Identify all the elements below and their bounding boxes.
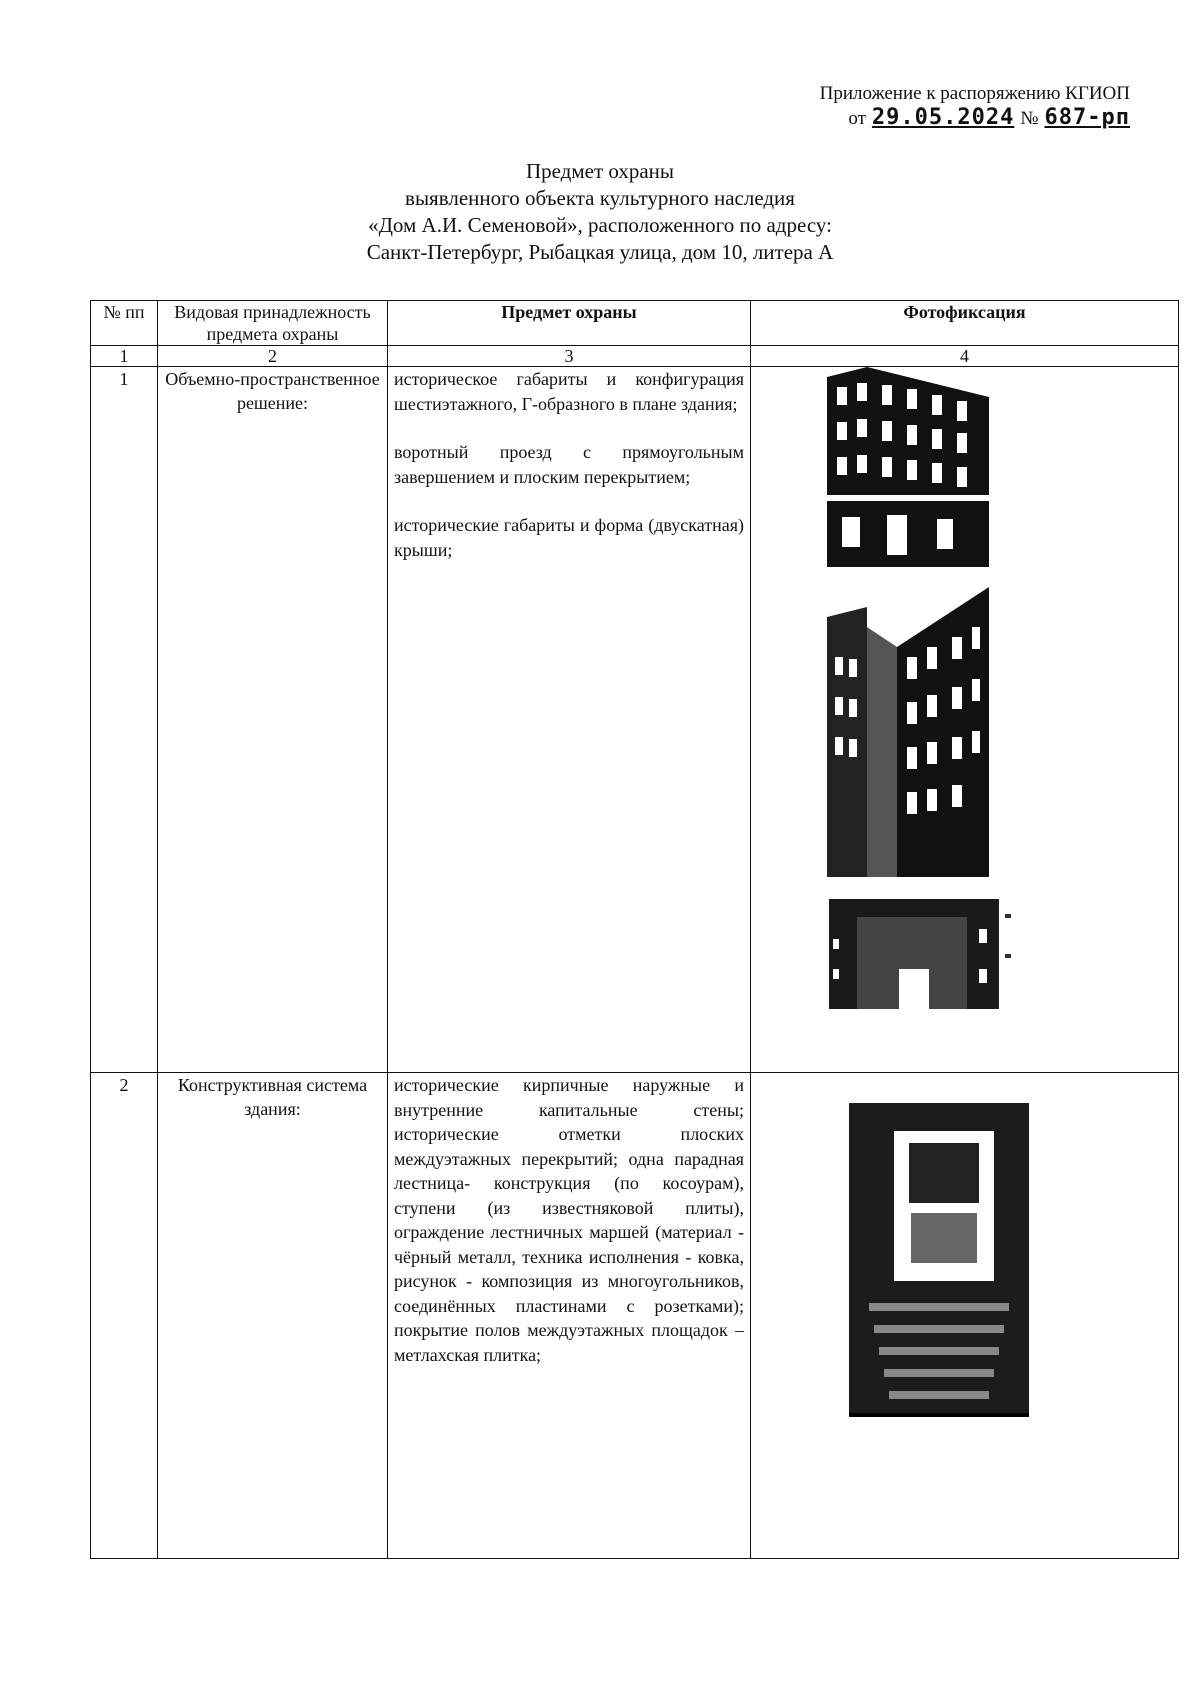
header-number: № пп (91, 301, 158, 346)
table-header-row (91, 301, 1179, 346)
row-number: 1 (91, 367, 158, 1073)
title-line-4: Санкт-Петербург, Рыбацкая улица, дом 10, литера А (366, 240, 834, 264)
appendix-block (820, 82, 1130, 131)
header-photo: Фотофиксация (751, 301, 1179, 346)
column-number: 3 (388, 346, 751, 367)
courtyard-photo (827, 587, 989, 877)
protection-table (90, 300, 1179, 1559)
staircase-photo (849, 1103, 1029, 1421)
header-subject: Предмет охраны (388, 301, 751, 346)
row-photos (751, 1073, 1179, 1559)
row-category: Конструктивная система здания: (158, 1073, 388, 1559)
building-facade-photo (827, 367, 989, 567)
header-category: Видовая принадлежность предмета охраны (158, 301, 388, 346)
column-number: 1 (91, 346, 158, 367)
row-category: Объемно-пространственное решение: (158, 367, 388, 1073)
column-number-row (91, 346, 1179, 367)
subject-item: историческое габариты и конфигурация шестиэтажного, Г-образного в плане здания; (394, 369, 744, 414)
row-photos (751, 367, 1179, 1073)
order-date: 29.05.2024 (871, 105, 1015, 130)
row-number: 2 (91, 1073, 158, 1559)
gateway-photo (829, 899, 1019, 1009)
order-number: 687-рп (1044, 105, 1130, 130)
subject-item: исторические кирпичные наружные и внутренние капитальные стены; исторические отметки плоских междуэтажных перекрытий; одна парадная лестница- конструкция (по косоурам), ступени (из известняковой плиты), ограждение лестничных маршей (материал - чёрный металл, техника исполнения - ковка, рисунок - композиция из многоугольников, соединённых пластинами с розетками); покрытие полов междуэтажных площадок – метлахская плитка; (394, 1075, 744, 1365)
row-subject (388, 367, 751, 1073)
title-line-2: выявленного объекта культурного наследия (405, 186, 795, 210)
subject-item: исторические габариты и форма (двускатная) крыши; (394, 515, 744, 560)
row-subject (388, 1073, 751, 1559)
number-prefix: № (1020, 108, 1039, 129)
table-row (91, 367, 1179, 1073)
table-row (91, 1073, 1179, 1559)
document-title (0, 158, 1200, 266)
date-prefix: от (848, 108, 866, 129)
title-line-1: Предмет охраны (525, 159, 675, 183)
order-reference (820, 106, 1130, 131)
title-line-3: «Дом А.И. Семеновой», расположенного по адресу: (368, 213, 832, 237)
column-number: 4 (751, 346, 1179, 367)
subject-item: воротный проезд с прямоугольным завершением и плоским перекрытием; (394, 442, 744, 487)
column-number: 2 (158, 346, 388, 367)
appendix-line: Приложение к распоряжению КГИОП (819, 83, 1130, 104)
